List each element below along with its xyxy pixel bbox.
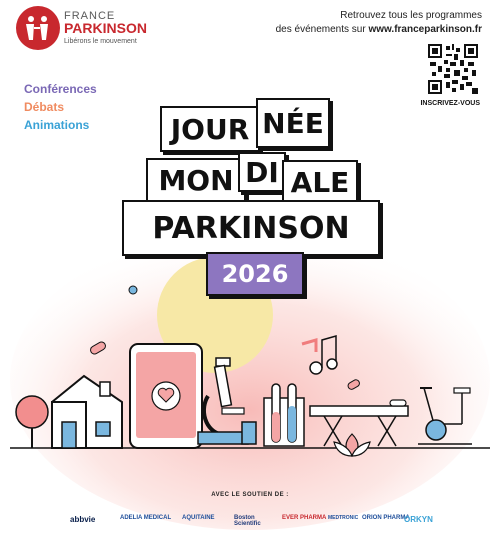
tablet-heart-icon [128,342,204,450]
partner-logo-orion: ORION PHARMA [362,515,410,521]
register-cta[interactable]: INSCRIVEZ-VOUS [420,100,480,107]
logo-text-parkinson: PARKINSON [64,20,147,36]
title-word-di: DI [238,152,286,192]
title-word-ale: ALE [282,160,358,204]
music-note-icon [296,332,342,376]
partner-logo-orkyn: ORKYN [404,515,433,524]
beaker-icon [240,420,258,446]
lotus-icon [330,432,374,458]
qr-code-icon[interactable] [428,44,478,94]
exercise-bike-icon [412,382,478,448]
program-info-line2 [276,24,482,35]
test-tubes-icon [262,382,306,448]
capsule-icon [128,284,138,296]
category-conferences: Conférences [24,82,97,96]
title-word-jour: JOUR [160,106,260,152]
logo-text-france: FRANCE [64,10,116,22]
category-animations: Animations [24,118,90,132]
partner-logo-aquitaine: AQUITAINE [182,515,215,521]
title-year-badge: 2026 [206,252,304,296]
category-debats: Débats [24,100,65,114]
title-word-parkinson: PARKINSON [122,200,380,256]
house-icon [48,372,126,450]
pill-icon [88,340,108,356]
website-link[interactable]: www.franceparkinson.fr [368,24,482,35]
tree-icon [14,392,50,450]
partner-logo-abbvie: abbvie [70,515,96,524]
logo-tagline: Libérons le mouvement [64,38,137,45]
program-info-prefix: des événements sur [275,24,369,35]
pill-icon [346,378,362,392]
sponsors-heading: AVEC LE SOUTIEN DE : [211,492,289,498]
title-word-mon: MON [146,158,246,202]
title-word-nee: NÉE [256,98,330,148]
partner-logo-medtronic: MEDTRONIC [328,515,359,521]
partner-logo-adelia: ADELIA MEDICAL [120,515,172,521]
partner-logo-boston-scientific: Boston Scientific [234,515,261,527]
partner-logo-ever-pharma: EVER PHARMA [282,515,327,521]
logo-mark [16,6,60,50]
program-info-line1: Retrouvez tous les programmes [340,10,482,21]
